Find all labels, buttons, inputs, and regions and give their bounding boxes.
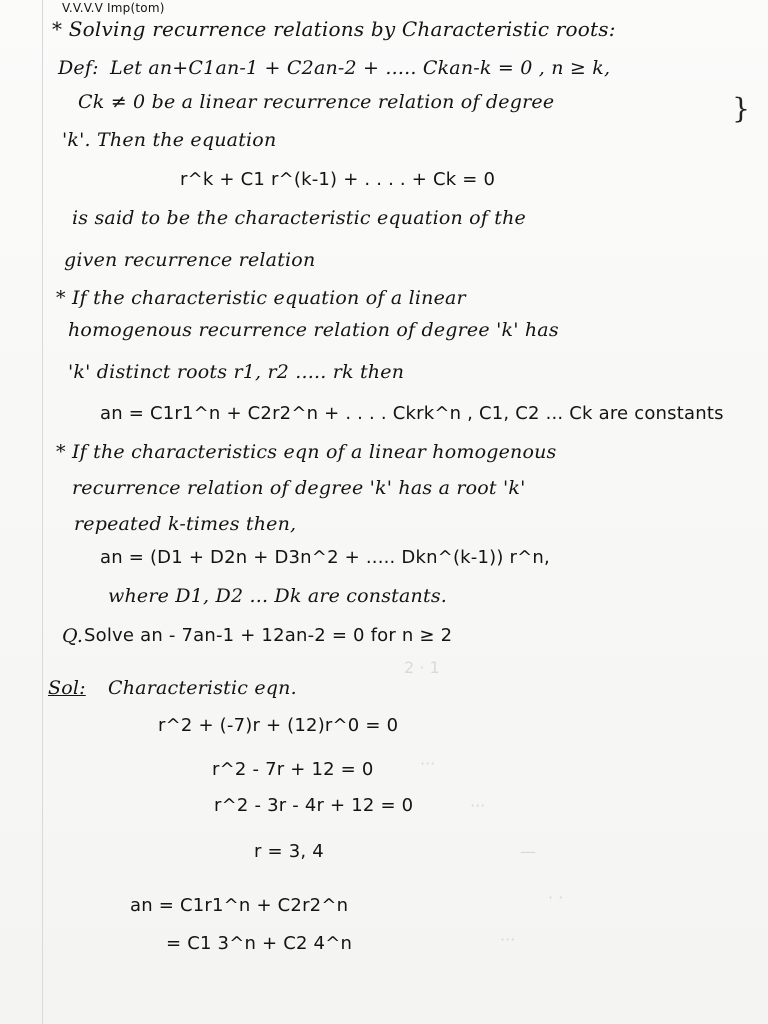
definition-line-4: is said to be the characteristic equation of the xyxy=(72,207,527,229)
margin-line xyxy=(42,0,43,1024)
rule-1-line-2: homogenous recurrence relation of degree 'k' has xyxy=(68,319,559,341)
faint-bleed-2: ··· xyxy=(420,754,436,773)
solution-step-1: r^2 + (-7)r + (12)r^0 = 0 xyxy=(158,715,399,736)
faint-bleed-1: 2 · 1 xyxy=(404,658,440,677)
definition-label: Def: xyxy=(58,57,99,79)
solution-step-2: r^2 - 7r + 12 = 0 xyxy=(212,759,374,780)
definition-line-1: Let an+C1an-1 + C2an-2 + ..... Ckan-k = 0 , n ≥ k, xyxy=(110,57,611,79)
solution-label: Sol: xyxy=(48,677,86,699)
definition-line-5: given recurrence relation xyxy=(64,249,316,271)
rule-2-line-3: repeated k-times then, xyxy=(74,513,297,535)
question-text: Solve an - 7an-1 + 12an-2 = 0 for n ≥ 2 xyxy=(84,625,453,646)
page-title: * Solving recurrence relations by Characteristic roots: xyxy=(52,17,616,41)
faint-bleed-4: — xyxy=(520,842,536,861)
rule-2-line-1: * If the characteristics eqn of a linear homogenous xyxy=(56,441,557,463)
rule-2-constants: where D1, D2 ... Dk are constants. xyxy=(108,585,448,607)
definition-line-3: 'k'. Then the equation xyxy=(62,129,277,151)
solution-step-3: r^2 - 3r - 4r + 12 = 0 xyxy=(214,795,414,816)
rule-1-formula: an = C1r1^n + C2r2^n + . . . . Ckrk^n , C1, C2 ... Ck are constants xyxy=(100,403,724,424)
solution-general-form: an = C1r1^n + C2r2^n xyxy=(130,895,349,916)
rule-2-line-2: recurrence relation of degree 'k' has a root 'k' xyxy=(72,477,526,499)
rule-1-line-1: * If the characteristic equation of a linear xyxy=(56,287,466,309)
characteristic-equation: r^k + C1 r^(k-1) + . . . . + Ck = 0 xyxy=(180,169,496,190)
header-tag: V.V.V.V Imp(tom) xyxy=(62,1,165,15)
solution-heading: Characteristic eqn. xyxy=(108,677,297,699)
solution-final-form: = C1 3^n + C2 4^n xyxy=(166,933,353,954)
faint-bleed-6: ··· xyxy=(500,930,516,949)
rule-1-line-3: 'k' distinct roots r1, r2 ..... rk then xyxy=(68,361,405,383)
rule-2-formula: an = (D1 + D2n + D3n^2 + ..... Dkn^(k-1)) r^n, xyxy=(100,547,550,568)
solution-roots: r = 3, 4 xyxy=(254,841,324,862)
decorative-brace: } xyxy=(732,92,750,125)
definition-line-2: Ck ≠ 0 be a linear recurrence relation of degree xyxy=(78,91,555,113)
question-label: Q. xyxy=(62,625,84,647)
faint-bleed-3: ··· xyxy=(470,796,486,815)
faint-bleed-5: · · xyxy=(548,888,564,907)
